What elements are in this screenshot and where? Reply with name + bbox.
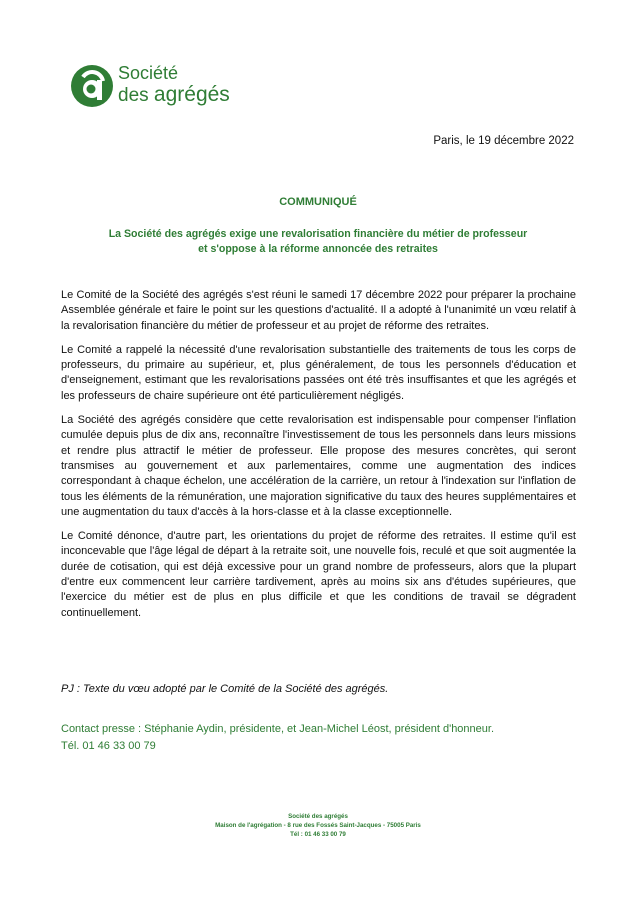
paragraph-1: Le Comité de la Société des agrégés s'est réuni le samedi 17 décembre 2022 pour préparer la prochaine Assemblée générale et faire le point sur les questions d'actualité. Il a adopté à l'unanimité un vœu relatif à la revalorisation financière du métier de professeur et au projet de réforme des retraites. — [61, 289, 576, 332]
logo-text-societe: Société — [118, 63, 179, 83]
subtitle-line-2: et s'oppose à la réforme annoncée des retraites — [198, 243, 438, 255]
attachment-note: PJ : Texte du vœu adopté par le Comité de la Société des agrégés. — [61, 683, 389, 695]
footer-line-3: Tél : 01 46 33 00 79 — [290, 831, 346, 838]
logo-text-agreges — [118, 84, 230, 107]
footer-line-2: Maison de l'agrégation - 8 rue des Fossés Saint-Jacques - 75005 Paris — [215, 822, 421, 829]
paragraph-2: Le Comité a rappelé la nécessité d'une revalorisation substantielle des traitements de tous les corps de professeurs, du primaire au supérieur, et, plus généralement, de tous les personnels d'éducation et d'enseignement, estimant que les revalorisations passées ont été très insuffisantes et que les agrégés et les professeurs de chaire supérieure ont été particulièrement négligés. — [61, 343, 576, 402]
logo-mark-icon — [70, 64, 114, 108]
document-body — [61, 288, 576, 630]
subtitle-line-1: La Société des agrégés exige une revalorisation financière du métier de professeur — [108, 228, 528, 240]
logo-prefix: des — [118, 85, 154, 106]
contact-line-1: Contact presse : Stéphanie Aydin, présidente, et Jean-Michel Léost, président d'honneur. — [61, 723, 495, 735]
logo-strong: agrégés — [153, 83, 230, 106]
footer-line-1: Société des agrégés — [288, 813, 348, 820]
page-footer — [0, 812, 636, 839]
document-subtitle — [60, 227, 576, 257]
document-heading: COMMUNIQUÉ — [279, 196, 357, 208]
paragraph-3: La Société des agrégés considère que cette revalorisation est indispensable pour compenser l'inflation cumulée depuis plus de dix ans, reconnaître l'investissement de tous les personnels dans leurs missions et rendre plus attractif le métier de professeur. Elle propose des mesures concrètes, qui seront transmises au gouvernement et aux parlementaires, comme une augmentation des indices correspondant à chaque échelon, une accélération de la carrière, un retour à l'indexation sur l'inflation de tous les éléments de la rémunération, une majoration significative du taux des heures supplémentaires et une augmentation du taux d'accès à la hors-classe et à la classe exceptionnelle. — [61, 414, 576, 518]
press-contact — [61, 721, 494, 755]
contact-phone: Tél. 01 46 33 00 79 — [61, 740, 156, 752]
document-date: Paris, le 19 décembre 2022 — [433, 135, 574, 147]
logo — [70, 60, 245, 112]
paragraph-4: Le Comité dénonce, d'autre part, les orientations du projet de réforme des retraites. Il estime qu'il est inconcevable que l'âge légal de départ à la retraite soit, une nouvelle fois, reculé et que soit augmentée la durée de cotisation, qui est déjà excessive pour un grand nombre de professeurs, alors que la plupart d'entre eux commencent leur carrière tardivement, après au moins six ans d'études supérieures, que l'exercice du métier est de plus en plus difficile et que les conditions de travail se dégradent continuellement. — [61, 530, 576, 619]
